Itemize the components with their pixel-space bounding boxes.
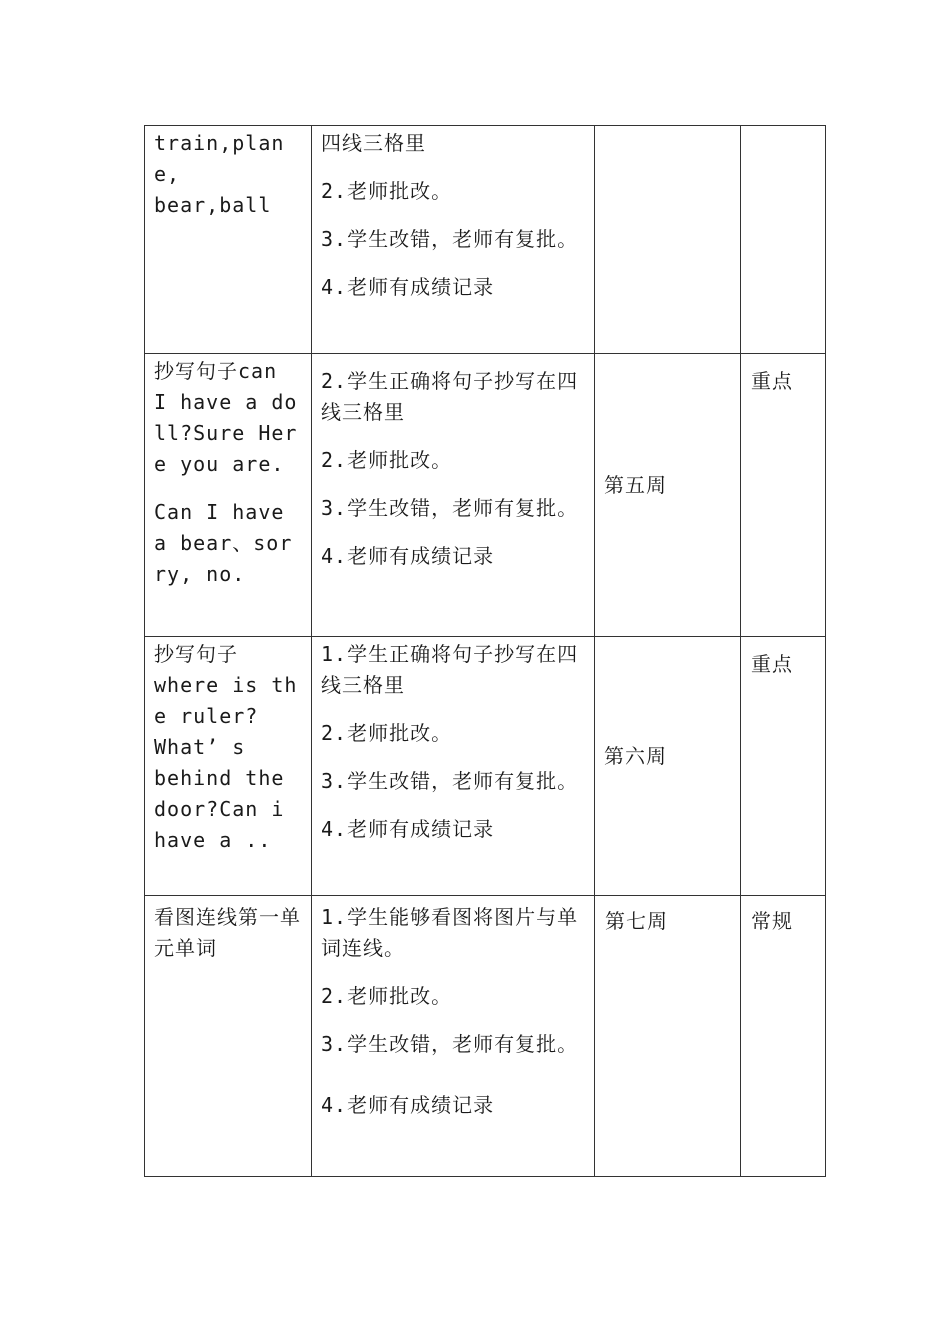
step-text: 1.学生能够看图将图片与单词连线。 (321, 905, 579, 960)
step-text: 4.老师有成绩记录 (321, 817, 495, 841)
step-text: 2.学生正确将句子抄写在四线三格里 (321, 369, 579, 424)
step-text: 3.学生改错，老师有复批。 (321, 227, 579, 251)
steps-cell (312, 126, 595, 354)
type-text: 重点 (751, 369, 793, 393)
step-text: 4.老师有成绩记录 (321, 275, 495, 299)
content-text: train,plane, bear,ball (154, 131, 285, 217)
step-text: 3.学生改错，老师有复批。 (321, 496, 579, 520)
week-cell (595, 126, 741, 354)
steps-cell (312, 637, 595, 896)
week-cell (595, 637, 741, 896)
step-text: 3.学生改错，老师有复批。 (321, 1032, 579, 1056)
content-text: 看图连线第一单元单词 (154, 905, 301, 960)
step-text: 2.老师批改。 (321, 984, 453, 1008)
content-text: Can I have a bear、sorry, no. (154, 500, 298, 586)
step-text: 2.老师批改。 (321, 448, 453, 472)
type-cell (741, 354, 826, 637)
type-text: 常规 (751, 909, 793, 933)
step-text: 四线三格里 (321, 131, 426, 155)
week-text: 第六周 (604, 744, 667, 768)
step-text: 4.老师有成绩记录 (321, 1093, 495, 1117)
content-text: 抄写句子 where is the ruler? What’ s behind the door?Can i have a .. (154, 642, 298, 852)
type-text: 重点 (751, 652, 793, 676)
table-row (145, 896, 826, 1177)
step-text: 2.老师批改。 (321, 721, 453, 745)
type-cell (741, 126, 826, 354)
content-cell (145, 896, 312, 1177)
type-cell (741, 896, 826, 1177)
week-text: 第七周 (605, 909, 668, 933)
week-cell (595, 896, 741, 1177)
week-cell (595, 354, 741, 637)
step-text: 1.学生正确将句子抄写在四线三格里 (321, 642, 579, 697)
week-text: 第五周 (604, 473, 667, 497)
step-text: 2.老师批改。 (321, 179, 453, 203)
content-cell (145, 354, 312, 637)
homework-plan-table (144, 125, 826, 1177)
table-row (145, 637, 826, 896)
steps-cell (312, 896, 595, 1177)
content-cell (145, 126, 312, 354)
content-cell (145, 637, 312, 896)
step-text: 4.老师有成绩记录 (321, 544, 495, 568)
content-text: 抄写句子can I have a doll?Sure Here you are. (154, 359, 298, 476)
type-cell (741, 637, 826, 896)
steps-cell (312, 354, 595, 637)
step-text: 3.学生改错，老师有复批。 (321, 769, 579, 793)
table-row (145, 126, 826, 354)
table-row (145, 354, 826, 637)
